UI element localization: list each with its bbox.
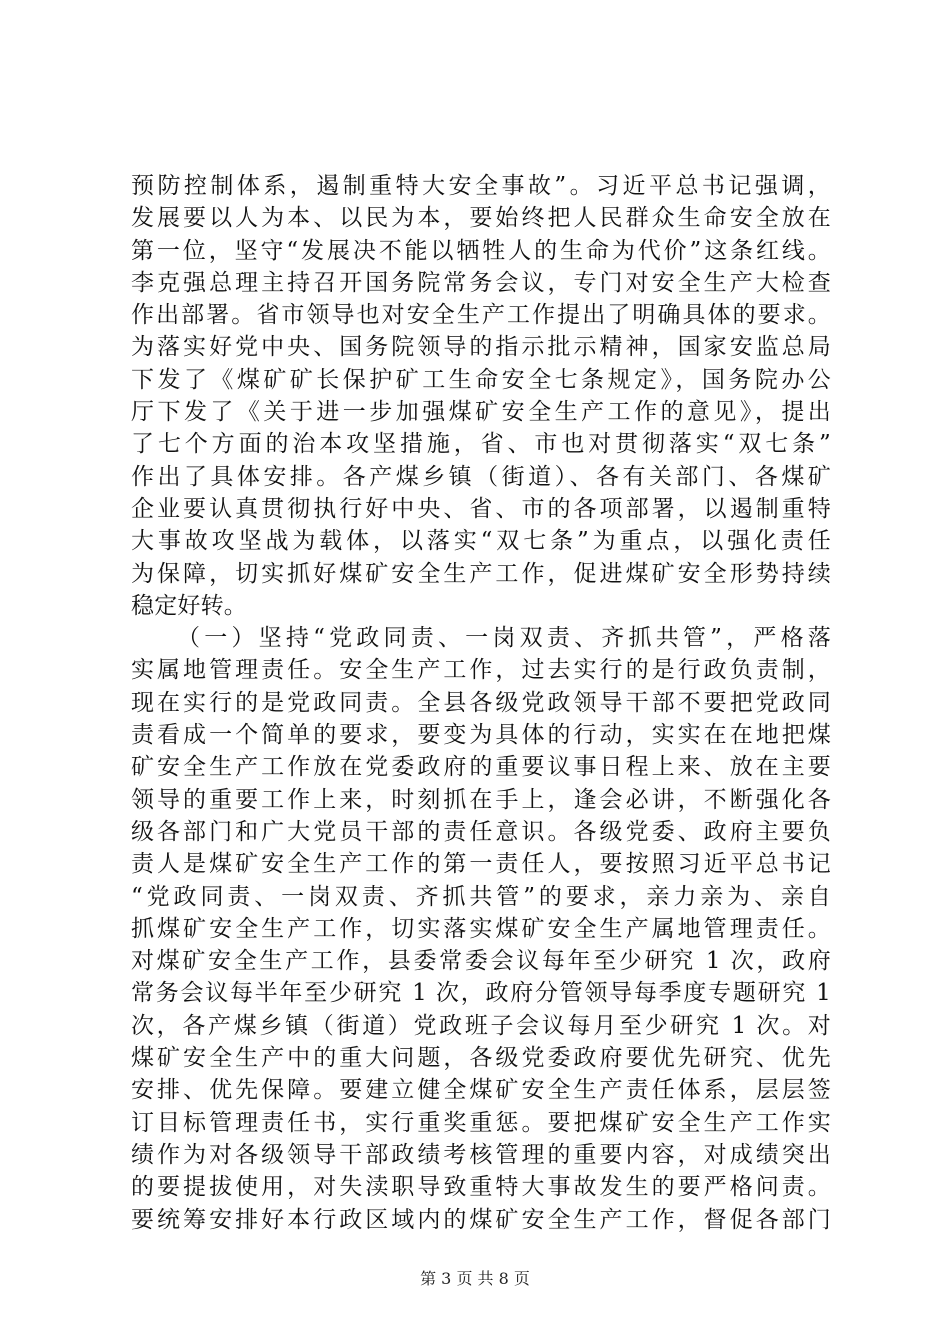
text-line: 稳定好转。: [131, 592, 247, 619]
page-number-footer: 第 3 页 共 8 页: [420, 1269, 530, 1288]
section-heading-line: （一）坚持“党政同责、一岗双责、齐抓共管”，严格落: [177, 625, 831, 652]
text-line: 安排、优先保障。要建立健全煤矿安全生产责任体系，层层签: [131, 1077, 831, 1104]
text-line: 现在实行的是党政同责。全县各级党政领导干部不要把党政同: [131, 689, 831, 716]
text-line: 级各部门和广大党员干部的责任意识。各级党委、政府主要负: [131, 818, 831, 845]
text-line: 的要提拔使用，对失渎职导致重特大事故发生的要严格问责。: [131, 1174, 831, 1201]
text-line: 矿安全生产工作放在党委政府的重要议事日程上来、放在主要: [131, 754, 831, 781]
text-line: 为保障，切实抓好煤矿安全生产工作，促进煤矿安全形势持续: [131, 560, 831, 587]
text-line: 李克强总理主持召开国务院常务会议，专门对安全生产大检查: [131, 269, 831, 296]
text-line: 实属地管理责任。安全生产工作，过去实行的是行政负责制，: [131, 657, 831, 684]
text-line: 了七个方面的治本攻坚措施，省、市也对贯彻落实“双七条”: [131, 431, 831, 458]
text-line: 抓煤矿安全生产工作，切实落实煤矿安全生产属地管理责任。: [131, 915, 831, 942]
text-line: 绩作为对各级领导干部政绩考核管理的重要内容，对成绩突出: [131, 1141, 831, 1168]
text-line: 厅下发了《关于进一步加强煤矿安全生产工作的意见》，提出: [131, 399, 831, 426]
text-line: 责人是煤矿安全生产工作的第一责任人，要按照习近平总书记: [131, 851, 831, 878]
text-line: 企业要认真贯彻执行好中央、省、市的各项部署，以遏制重特: [131, 495, 831, 522]
text-line: 责看成一个简单的要求，要变为具体的行动，实实在在地把煤: [131, 722, 831, 749]
text-line: 领导的重要工作上来，时刻抓在手上，逢会必讲，不断强化各: [131, 786, 831, 813]
document-body: [131, 170, 831, 1236]
text-line: 作出部署。省市领导也对安全生产工作提出了明确具体的要求。: [131, 302, 831, 329]
text-line: 为落实好党中央、国务院领导的指示批示精神，国家安监总局: [131, 334, 831, 361]
text-line: 常务会议每半年至少研究 1 次，政府分管领导每季度专题研究 1: [131, 980, 831, 1007]
text-line: 大事故攻坚战为载体，以落实“双七条”为重点，以强化责任: [131, 528, 831, 555]
text-line: “党政同责、一岗双责、齐抓共管”的要求，亲力亲为、亲自: [131, 883, 831, 910]
text-line: 第一位，坚守“发展决不能以牺牲人的生命为代价”这条红线。: [131, 237, 831, 264]
text-line: 作出了具体安排。各产煤乡镇（街道）、各有关部门、各煤矿: [131, 463, 831, 490]
text-line: 次，各产煤乡镇（街道）党政班子会议每月至少研究 1 次。对: [131, 1012, 831, 1039]
text-line: 下发了《煤矿矿长保护矿工生命安全七条规定》，国务院办公: [131, 366, 831, 393]
text-line: 要统筹安排好本行政区域内的煤矿安全生产工作，督促各部门: [131, 1206, 831, 1233]
text-line: 订目标管理责任书，实行重奖重惩。要把煤矿安全生产工作实: [131, 1109, 831, 1136]
text-line: 发展要以人为本、以民为本，要始终把人民群众生命安全放在: [131, 205, 831, 232]
text-line: 煤矿安全生产中的重大问题，各级党委政府要优先研究、优先: [131, 1045, 831, 1072]
text-line: 预防控制体系，遏制重特大安全事故”。习近平总书记强调，: [131, 173, 831, 199]
text-line: 对煤矿安全生产工作，县委常委会议每年至少研究 1 次，政府: [131, 948, 831, 975]
